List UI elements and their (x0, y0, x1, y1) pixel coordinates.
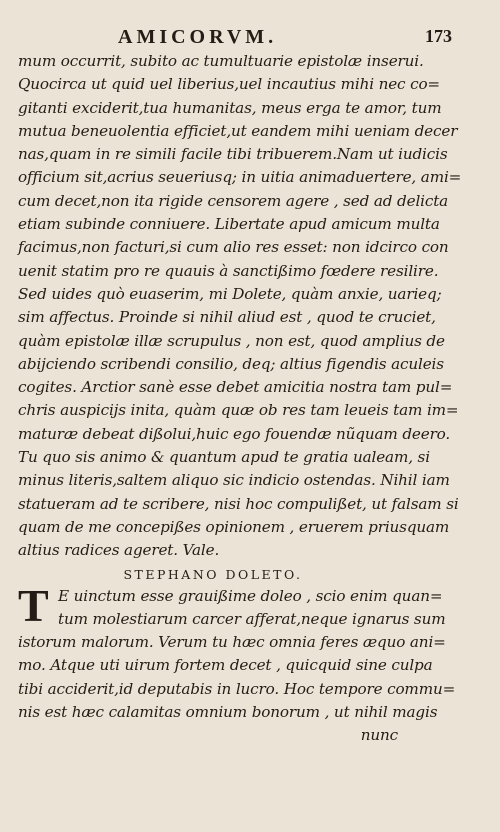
text-line: chris auspicijs inita, quàm quæ ob res tam leueis tam im= (18, 401, 459, 420)
text-line: statueram ad te scribere, nisi hoc compulißet, ut falsam si (18, 494, 459, 513)
text-line: quam de me concepißes opinionem , eruerem priusquam (18, 517, 450, 536)
body-paragraph (18, 50, 462, 563)
page-number: 173 (425, 26, 452, 46)
text-line: mutua beneuolentia efficiet,ut eandem mihi ueniam decer (18, 121, 458, 140)
text-line: nis est hæc calamitas omnium bonorum , ut nihil magis (18, 703, 438, 722)
catchword: nunc (360, 726, 398, 745)
letter-paragraph (18, 579, 456, 725)
letter-opening (18, 579, 456, 725)
running-head: AMICORVM. (118, 26, 278, 48)
text-line: istorum malorum. Verum tu hæc omnia feres æquo ani= (18, 633, 446, 652)
text-block (18, 50, 462, 748)
text-line: sim affectus. Proinde si nihil aliud est , quod te cruciet, (18, 308, 436, 327)
text-line: uenit statim pro re quauis à sanctißimo fœdere resilire. (18, 261, 439, 280)
text-line: cum decet,non ita rigide censorem agere , sed ad delicta (18, 191, 449, 210)
text-line: maturæ debeat dißolui,huic ego fouendæ nũquam deero. (18, 424, 451, 443)
section-title: STEPHANO DOLETO. (123, 566, 303, 582)
text-line: Quocirca ut quid uel liberius,uel incautius mihi nec co= (18, 75, 441, 94)
text-line: E uinctum esse grauißime doleo , scio enim quan= (58, 586, 443, 605)
text-line: tum molestiarum carcer afferat,neque ignarus sum (58, 609, 446, 628)
text-line: tibi acciderit,id deputabis in lucro. Hoc tempore commu= (18, 679, 456, 698)
text-line: Tu quo sis animo & quantum apud te gratia ualeam, si (18, 448, 430, 467)
text-line: facimus,non facturi,si cum alio res esset: non idcirco con (18, 238, 449, 257)
drop-cap: T (18, 579, 49, 631)
text-line: mum occurrit, subito ac tumultuarie epistolæ inserui. (18, 52, 424, 70)
text-line: etiam subinde conniuere. Libertate apud amicum multa (18, 215, 440, 234)
text-line: officium sit,acrius seueriusq; in uitia animaduertere, ami= (18, 168, 462, 187)
text-line: abijciendo scribendi consilio, deq; altius figendis aculeis (18, 354, 444, 373)
text-line: gitanti exciderit,tua humanitas, meus erga te amor, tum (18, 98, 442, 117)
text-line: nas,quam in re simili facile tibi tribuerem.Nam ut iudicis (18, 145, 448, 164)
text-line: quàm epistolæ illæ scrupulus , non est, quod amplius de (18, 331, 445, 350)
text-line: Sed uides quò euaserim, mi Dolete, quàm anxie, uarieq; (18, 284, 442, 303)
text-line: cogites. Arctior sanè esse debet amicitia nostra tam pul= (18, 378, 453, 397)
text-line: altius radices ageret. Vale. (18, 541, 220, 560)
text-line: minus literis,saltem aliquo sic indicio ostendas. Nihil iam (18, 471, 450, 490)
text-line: mo. Atque uti uirum fortem decet , quicquid sine culpa (18, 656, 433, 675)
page-header (0, 26, 500, 52)
